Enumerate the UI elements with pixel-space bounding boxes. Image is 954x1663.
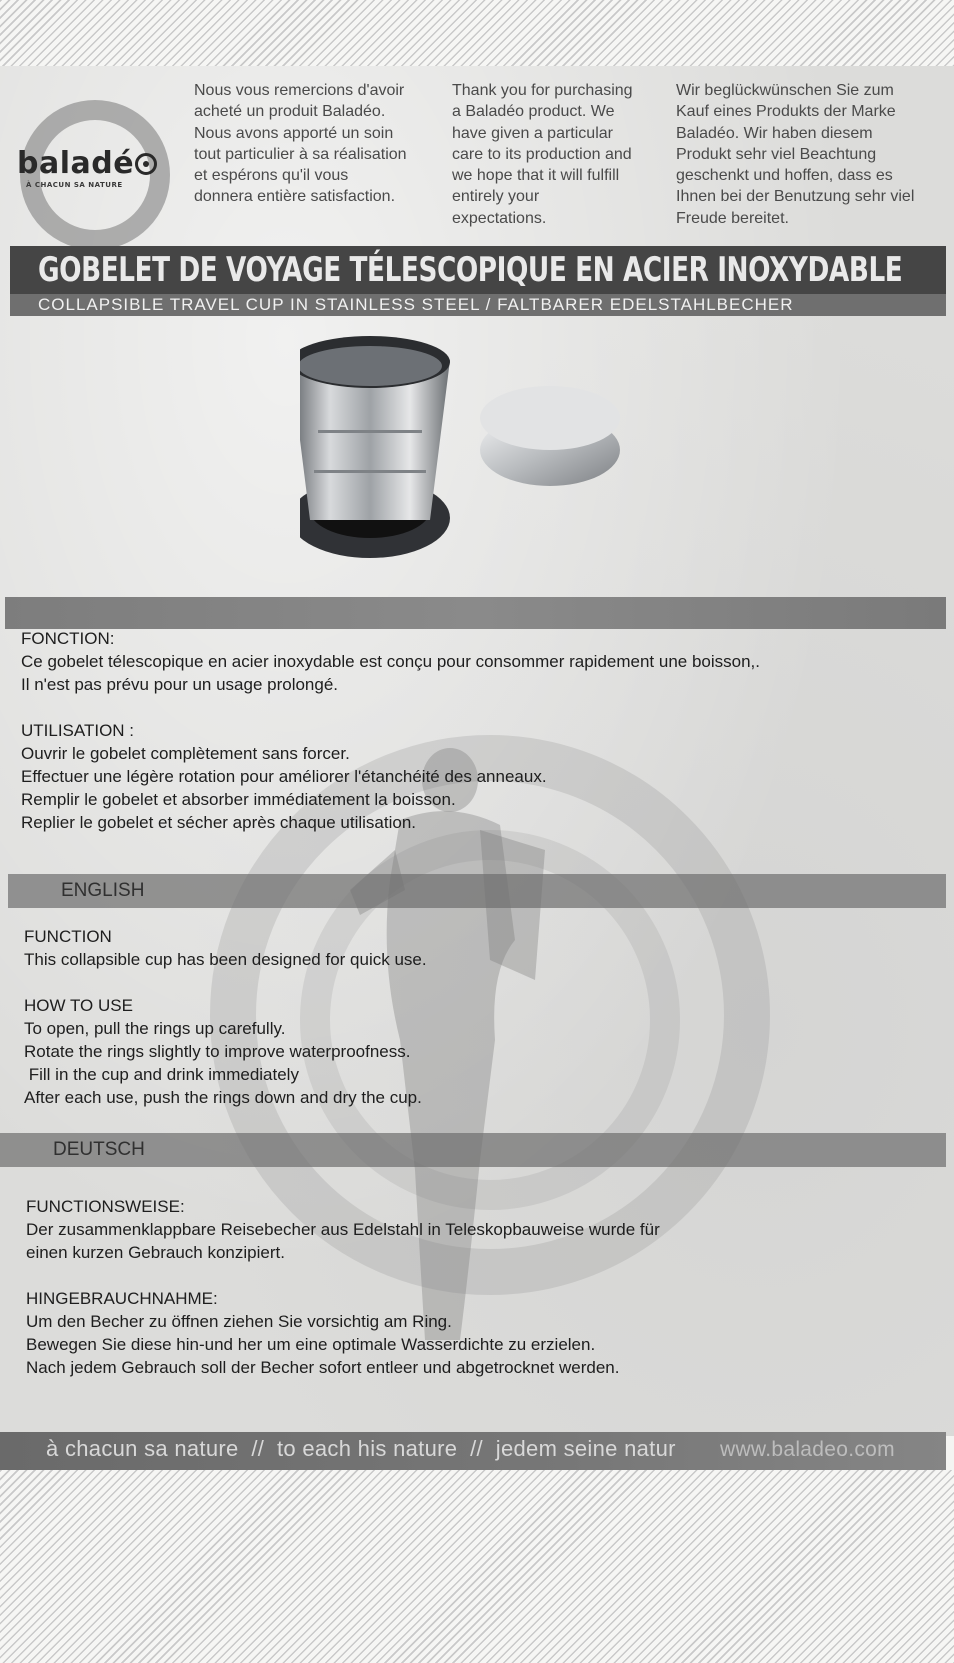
deutsch-usage-line: Bewegen Sie diese hin-und her um eine optimale Wasserdichte zu erzielen.: [26, 1335, 596, 1354]
intro-german: Wir beglückwünschen Sie zum Kauf eines Produkts der Marke Baladéo. Wir haben diesem Produkt sehr viel Beachtung geschenkt und hoffen, dass es Ihnen bei der Benutzung sehr viel Freude bereitet.: [676, 82, 915, 227]
english-usage-heading: HOW TO USE: [24, 996, 133, 1015]
french-usage-line: Replier le gobelet et sécher après chaque utilisation.: [21, 813, 417, 832]
english-usage-line: Fill in the cup and drink immediately: [24, 1065, 299, 1084]
product-title: GOBELET DE VOYAGE TÉLESCOPIQUE EN ACIER INOXYDABLE: [38, 250, 903, 290]
intro-english: Thank you for purchasing a Baladéo product. We have given a particular care to its production and we hope that it will fulfill entirely your expectations.: [452, 82, 633, 227]
english-usage-line: Rotate the rings slightly to improve waterproofness.: [24, 1042, 411, 1061]
french-usage-heading: UTILISATION :: [21, 721, 135, 740]
french-usage-line: Effectuer une légère rotation pour améliorer l'étanchéité des anneaux.: [21, 767, 547, 786]
french-function-line: Ce gobelet télescopique en acier inoxydable est conçu pour consommer rapidement une boisson,.: [21, 652, 761, 671]
top-hatch-pattern: [0, 0, 954, 66]
brand-logo: baladé: [17, 146, 157, 181]
deutsch-function-line: einen kurzen Gebrauch konzipiert.: [26, 1243, 285, 1262]
english-section: [24, 925, 427, 1109]
deutsch-usage-line: Nach jedem Gebrauch soll der Becher sofort entleer und abgetrocknet werden.: [26, 1358, 620, 1377]
french-function-line: Il n'est pas prévu pour un usage prolongé.: [21, 675, 339, 694]
website-link[interactable]: www.baladeo.com: [720, 1438, 895, 1461]
footer-slogan: à chacun sa nature // to each his nature // jedem seine natur: [46, 1436, 676, 1461]
english-usage-line: To open, pull the rings up carefully.: [24, 1019, 286, 1038]
english-usage-line: After each use, push the rings down and dry the cup.: [24, 1088, 422, 1107]
english-function-line: This collapsible cup has been designed for quick use.: [24, 950, 427, 969]
deutsch-usage-heading: HINGEBRAUCHNAHME:: [26, 1289, 218, 1308]
deutsch-usage-line: Um den Becher zu öffnen ziehen Sie vorsichtig am Ring.: [26, 1312, 452, 1331]
logo-tagline: À CHACUN SA NATURE: [26, 181, 123, 189]
french-section: [21, 627, 760, 834]
english-band: [8, 874, 946, 908]
separator-band: [5, 597, 946, 629]
intro-french: Nous vous remercions d'avoir acheté un produit Baladéo. Nous avons apporté un soin tout particulier à sa réalisation et espérons qu'il vous donnera entière satisfaction.: [194, 82, 407, 206]
deutsch-function-heading: FUNCTIONSWEISE:: [26, 1197, 185, 1216]
english-function-heading: FUNCTION: [24, 927, 112, 946]
french-usage-line: Ouvrir le gobelet complètement sans forcer.: [21, 744, 350, 763]
logo-o-mark: [135, 153, 157, 175]
deutsch-section: [26, 1195, 660, 1379]
deutsch-function-line: Der zusammenklappbare Reisebecher aus Edelstahl in Teleskopbauweise wurde für: [26, 1220, 660, 1239]
french-function-heading: FONCTION:: [21, 629, 115, 648]
product-subtitle: COLLAPSIBLE TRAVEL CUP IN STAINLESS STEEL / FALTBARER EDELSTAHLBECHER: [38, 295, 794, 314]
bottom-hatch-pattern: [0, 1470, 954, 1663]
french-usage-line: Remplir le gobelet et absorber immédiatement la boisson.: [21, 790, 456, 809]
deutsch-label: DEUTSCH: [53, 1139, 145, 1160]
collapsible-cup-image: [300, 330, 660, 590]
english-label: ENGLISH: [61, 880, 145, 901]
